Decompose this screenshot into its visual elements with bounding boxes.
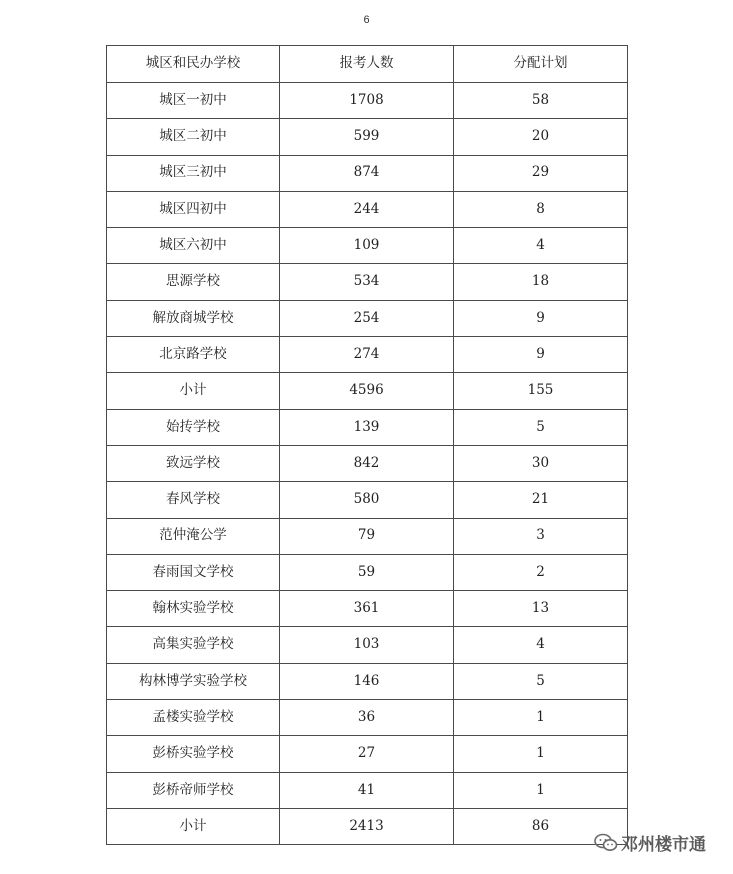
cell-school: 彭桥帝师学校 (107, 772, 280, 808)
cell-school: 小计 (107, 373, 280, 409)
table-row (107, 518, 628, 554)
cell-applicants: 41 (280, 772, 454, 808)
table-row (107, 627, 628, 663)
table-row (107, 445, 628, 481)
page-number: 6 (363, 14, 370, 26)
cell-quota: 2 (454, 554, 628, 590)
cell-school: 彭桥实验学校 (107, 736, 280, 772)
quota-table (106, 45, 628, 845)
header-applicants: 报考人数 (280, 46, 454, 83)
cell-school: 城区二初中 (107, 119, 280, 155)
cell-applicants: 274 (280, 337, 454, 373)
cell-applicants: 27 (280, 736, 454, 772)
table-row (107, 337, 628, 373)
cell-school: 北京路学校 (107, 337, 280, 373)
cell-applicants: 139 (280, 409, 454, 445)
table-body (107, 46, 628, 845)
table-row (107, 482, 628, 518)
cell-applicants: 109 (280, 228, 454, 264)
table-row (107, 300, 628, 336)
cell-applicants: 534 (280, 264, 454, 300)
cell-quota: 4 (454, 627, 628, 663)
cell-applicants: 36 (280, 700, 454, 736)
table-row (107, 191, 628, 227)
cell-applicants: 361 (280, 591, 454, 627)
cell-school: 城区六初中 (107, 228, 280, 264)
watermark-text: 邓州楼市通 (621, 835, 706, 855)
table-row (107, 264, 628, 300)
cell-school: 范仲淹公学 (107, 518, 280, 554)
wechat-icon (594, 833, 618, 853)
cell-applicants: 59 (280, 554, 454, 590)
cell-applicants: 244 (280, 191, 454, 227)
cell-school: 小计 (107, 808, 280, 844)
cell-school: 城区一初中 (107, 83, 280, 119)
cell-school: 解放商城学校 (107, 300, 280, 336)
cell-quota: 21 (454, 482, 628, 518)
table-row (107, 119, 628, 155)
cell-quota: 30 (454, 445, 628, 481)
subtotal-row (107, 373, 628, 409)
cell-quota: 1 (454, 736, 628, 772)
cell-quota: 4 (454, 228, 628, 264)
cell-quota: 9 (454, 300, 628, 336)
cell-applicants: 874 (280, 155, 454, 191)
cell-applicants: 4596 (280, 373, 454, 409)
table-row (107, 155, 628, 191)
cell-school: 春风学校 (107, 482, 280, 518)
cell-applicants: 103 (280, 627, 454, 663)
cell-school: 思源学校 (107, 264, 280, 300)
table-row (107, 700, 628, 736)
cell-quota: 3 (454, 518, 628, 554)
table-row (107, 591, 628, 627)
cell-quota: 8 (454, 191, 628, 227)
cell-applicants: 79 (280, 518, 454, 554)
table-row (107, 409, 628, 445)
cell-applicants: 1708 (280, 83, 454, 119)
cell-school: 高集实验学校 (107, 627, 280, 663)
cell-quota: 29 (454, 155, 628, 191)
table-row (107, 83, 628, 119)
cell-applicants: 254 (280, 300, 454, 336)
cell-applicants: 842 (280, 445, 454, 481)
cell-quota: 18 (454, 264, 628, 300)
cell-quota: 5 (454, 663, 628, 699)
cell-applicants: 2413 (280, 808, 454, 844)
cell-applicants: 580 (280, 482, 454, 518)
cell-school: 构林博学实验学校 (107, 663, 280, 699)
cell-school: 城区三初中 (107, 155, 280, 191)
cell-school: 始抟学校 (107, 409, 280, 445)
cell-quota: 86 (454, 808, 628, 844)
watermark (594, 830, 706, 855)
table-header-row (107, 46, 628, 83)
table-row (107, 736, 628, 772)
cell-school: 城区四初中 (107, 191, 280, 227)
cell-school: 春雨国文学校 (107, 554, 280, 590)
table-row (107, 772, 628, 808)
cell-school: 孟楼实验学校 (107, 700, 280, 736)
header-school: 城区和民办学校 (107, 46, 280, 83)
cell-quota: 9 (454, 337, 628, 373)
table-row (107, 663, 628, 699)
cell-quota: 13 (454, 591, 628, 627)
cell-quota: 58 (454, 83, 628, 119)
cell-quota: 20 (454, 119, 628, 155)
cell-quota: 1 (454, 772, 628, 808)
header-quota: 分配计划 (454, 46, 628, 83)
cell-quota: 5 (454, 409, 628, 445)
cell-school: 翰林实验学校 (107, 591, 280, 627)
subtotal-row (107, 808, 628, 844)
cell-applicants: 599 (280, 119, 454, 155)
cell-applicants: 146 (280, 663, 454, 699)
cell-quota: 1 (454, 700, 628, 736)
cell-school: 致远学校 (107, 445, 280, 481)
table-row (107, 228, 628, 264)
table-row (107, 554, 628, 590)
cell-quota: 155 (454, 373, 628, 409)
